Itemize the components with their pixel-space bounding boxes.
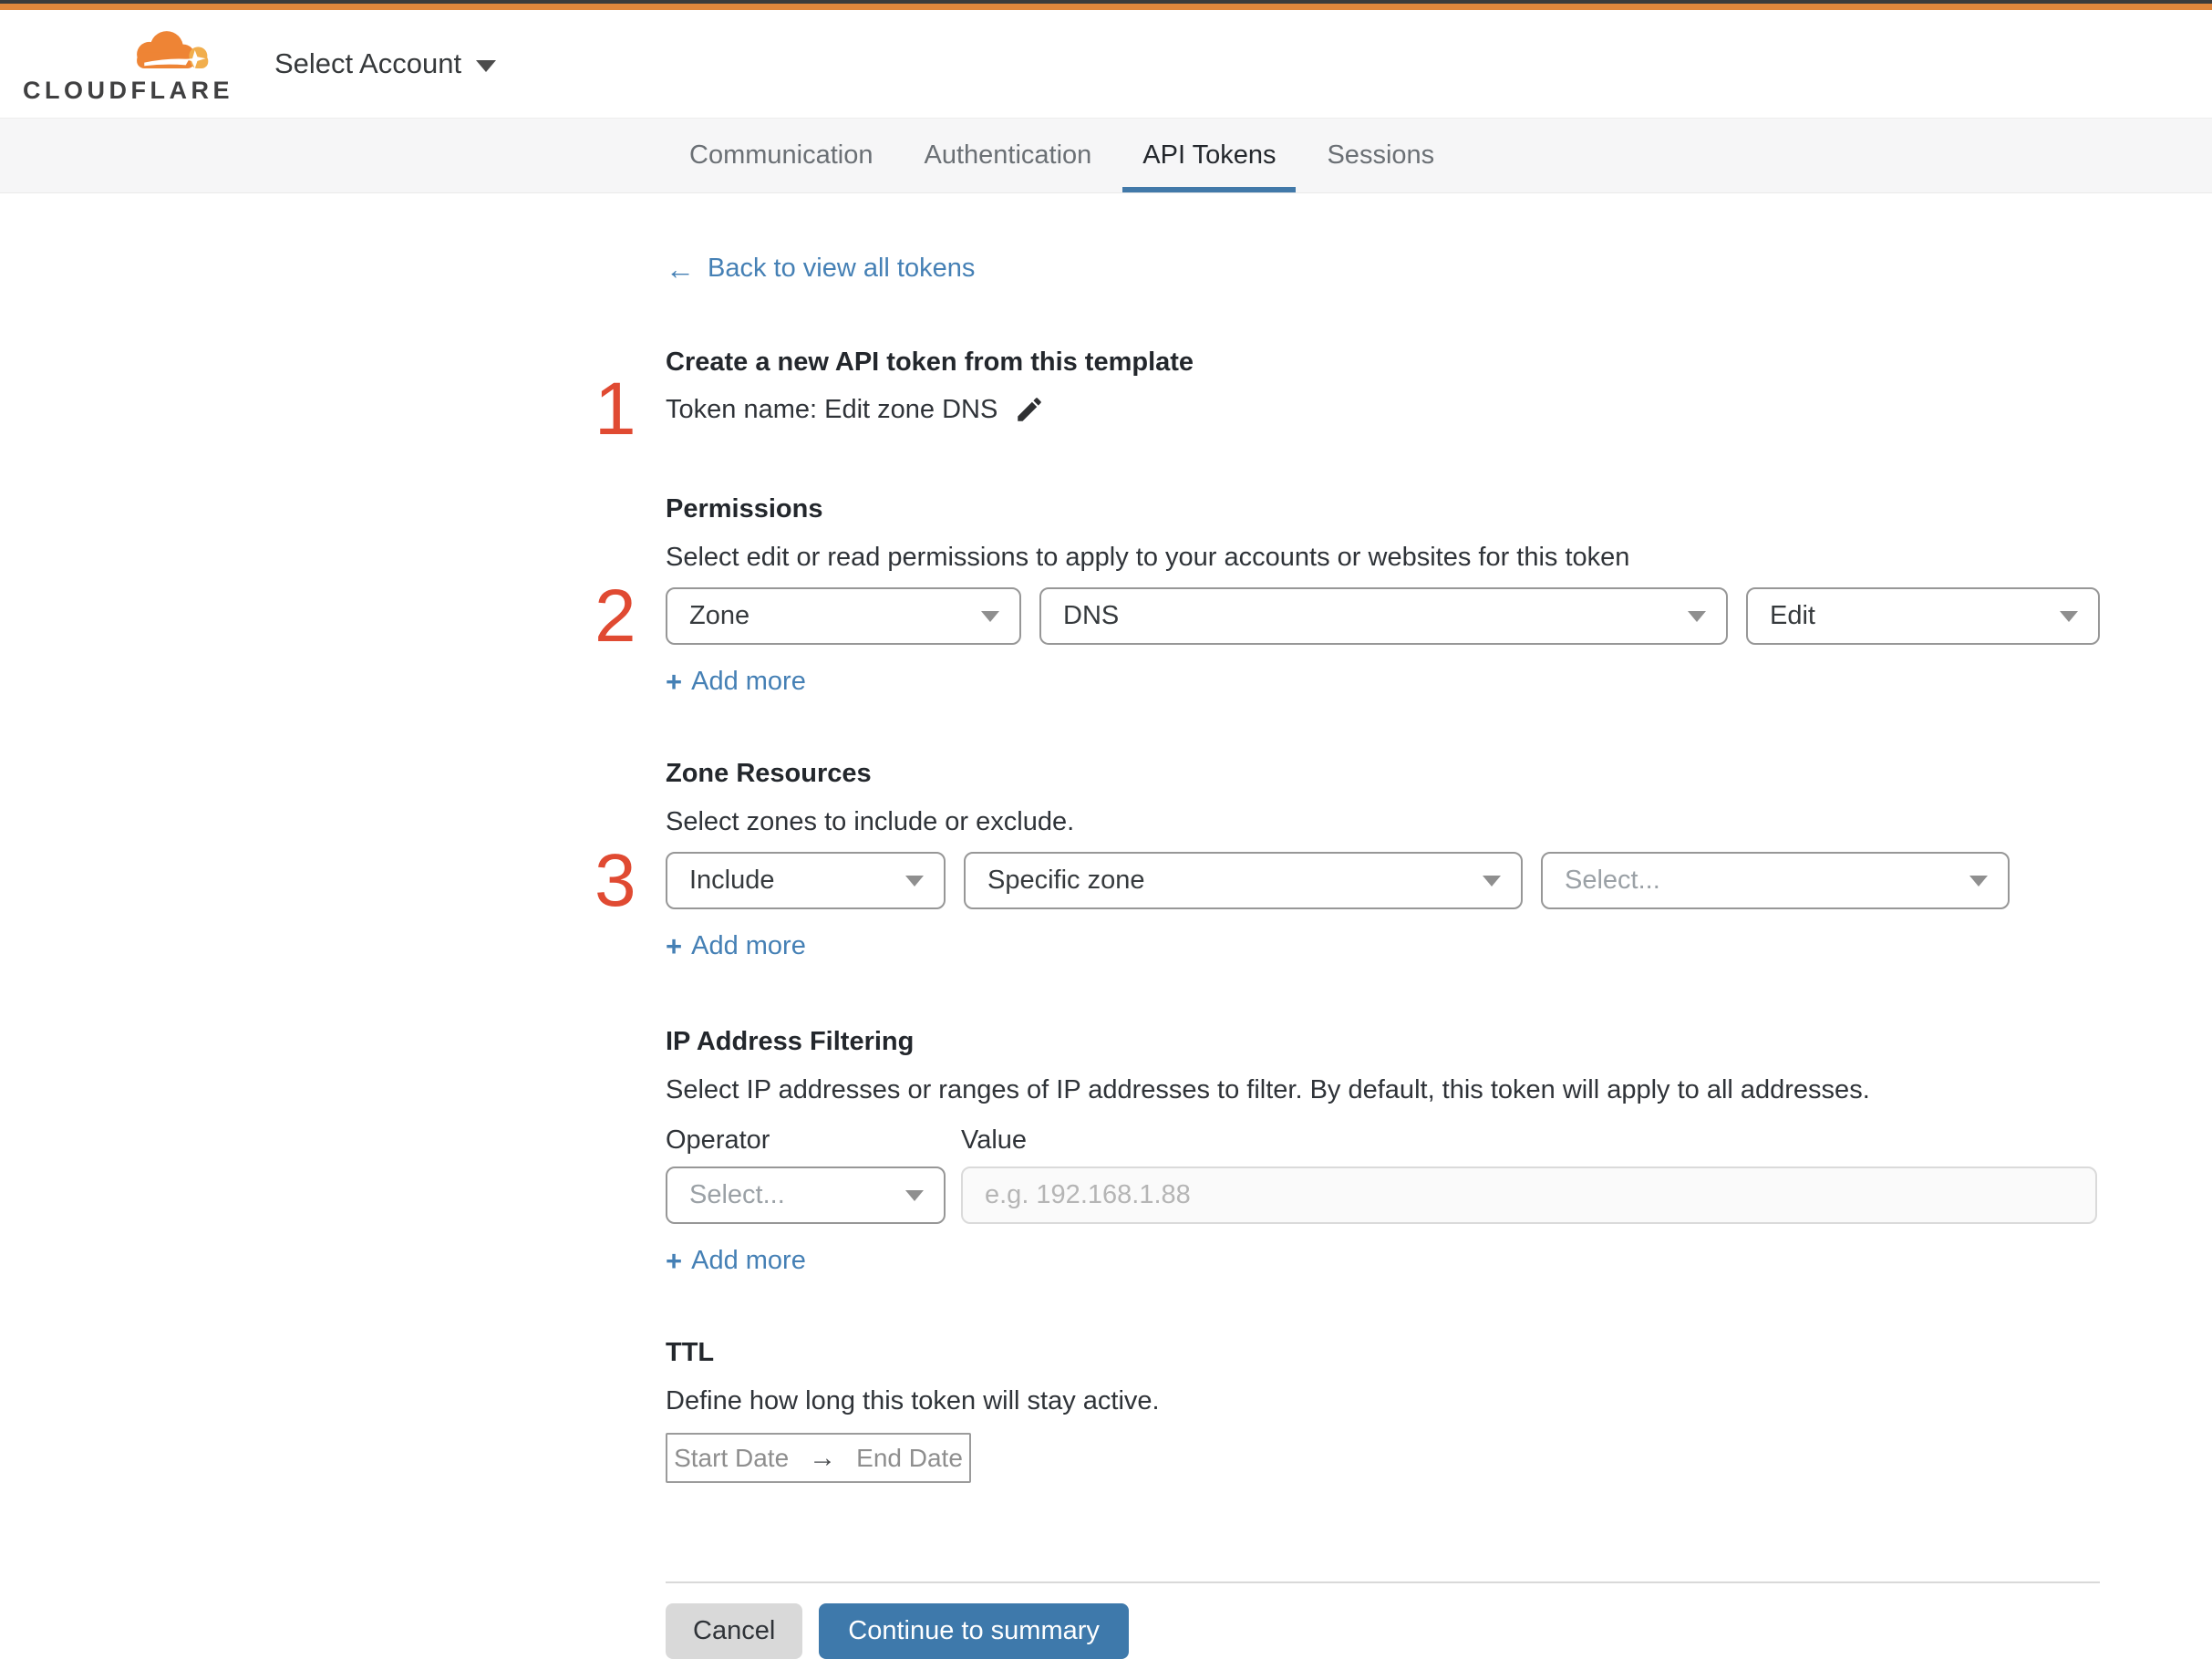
- token-name-row: [594, 368, 1045, 451]
- token-name-text: Token name: Edit zone DNS: [666, 394, 998, 424]
- ip-filtering-add-more-link[interactable]: + Add more: [666, 1245, 806, 1277]
- back-link-label: Back to view all tokens: [708, 254, 976, 283]
- ip-filtering-labels: [666, 1125, 2212, 1156]
- chevron-down-icon: [1969, 876, 1988, 887]
- zone-resources-heading: Zone Resources: [666, 759, 872, 788]
- account-selector[interactable]: [274, 47, 496, 80]
- tab-sessions[interactable]: Sessions: [1327, 140, 1435, 170]
- start-date-field[interactable]: Start Date: [674, 1443, 790, 1472]
- cloudflare-cloud-icon: [119, 25, 211, 76]
- edit-token-name-button[interactable]: [1014, 394, 1045, 425]
- ip-value-input[interactable]: [961, 1166, 2097, 1224]
- back-to-tokens-link[interactable]: [666, 193, 975, 284]
- end-date-field[interactable]: End Date: [856, 1443, 963, 1472]
- token-name-section: [594, 347, 2212, 451]
- permissions-section: [594, 494, 2212, 698]
- zone-mode-select[interactable]: Include: [666, 852, 946, 909]
- ttl-heading: TTL: [666, 1338, 715, 1367]
- ip-filtering-row: [666, 1166, 2212, 1224]
- plus-icon: +: [666, 1245, 683, 1277]
- ttl-description: Define how long this token will stay active.: [666, 1386, 1160, 1415]
- continue-to-summary-button[interactable]: Continue to summary: [819, 1603, 1129, 1659]
- chevron-down-icon: [2060, 611, 2078, 622]
- token-template-form: [0, 193, 2212, 1659]
- zone-resources-description: Select zones to include or exclude.: [666, 807, 1075, 836]
- cancel-button[interactable]: Cancel: [666, 1603, 802, 1659]
- cloudflare-logo[interactable]: [23, 21, 233, 107]
- cloudflare-wordmark: CLOUDFLARE: [23, 77, 233, 104]
- permissions-select-row: [594, 574, 2212, 658]
- zone-resources-add-more-link[interactable]: + Add more: [666, 930, 806, 962]
- account-selector-label: Select Account: [274, 47, 462, 79]
- chevron-down-icon: [905, 1190, 924, 1201]
- page-title: Create a new API token from this template: [666, 347, 1194, 377]
- chevron-down-icon: [981, 611, 999, 622]
- ttl-date-range-picker[interactable]: [666, 1433, 971, 1483]
- chevron-down-icon: [1483, 876, 1501, 887]
- value-label: Value: [961, 1125, 1028, 1155]
- app-header: [0, 10, 2212, 119]
- permissions-add-more-link[interactable]: + Add more: [666, 666, 806, 698]
- tab-api-tokens[interactable]: API Tokens: [1142, 119, 1276, 192]
- footer-actions: [666, 1603, 2212, 1659]
- operator-label: Operator: [666, 1125, 770, 1155]
- ip-filtering-heading: IP Address Filtering: [666, 1027, 915, 1056]
- permission-access-select[interactable]: Edit: [1746, 587, 2100, 645]
- profile-tab-bar: [0, 119, 2212, 193]
- ip-filtering-section: [666, 1027, 2212, 1276]
- zone-type-select[interactable]: Specific zone: [964, 852, 1523, 909]
- zone-resources-select-row: [594, 838, 2212, 922]
- plus-icon: +: [666, 666, 683, 698]
- plus-icon: +: [666, 930, 683, 962]
- permission-scope-select[interactable]: Zone: [666, 587, 1021, 645]
- ip-operator-select[interactable]: Select...: [666, 1166, 946, 1224]
- tab-authentication[interactable]: Authentication: [924, 140, 1092, 170]
- permissions-description: Select edit or read permissions to apply to your accounts or websites for this token: [666, 543, 1630, 572]
- zone-resources-section: [594, 759, 2212, 962]
- pencil-icon: [1014, 394, 1045, 425]
- ip-filtering-description: Select IP addresses or ranges of IP addresses to filter. By default, this token will apply to all addresses.: [666, 1075, 1870, 1104]
- brand-accent-bar: [0, 4, 2212, 10]
- chevron-down-icon: [905, 876, 924, 887]
- permissions-heading: Permissions: [666, 494, 823, 524]
- footer-divider: [666, 1581, 2100, 1583]
- step-1-marker: 1: [594, 368, 636, 451]
- permission-resource-select[interactable]: DNS: [1039, 587, 1728, 645]
- back-arrow-icon: ←: [666, 252, 695, 285]
- step-3-marker: 3: [594, 838, 636, 922]
- chevron-down-icon: [1688, 611, 1706, 622]
- step-2-marker: 2: [594, 574, 636, 658]
- chevron-down-icon: [476, 60, 496, 72]
- right-arrow-icon: →: [809, 1442, 837, 1473]
- zone-picker-select[interactable]: Select...: [1541, 852, 2010, 909]
- tab-communication[interactable]: Communication: [689, 140, 873, 170]
- ttl-section: [666, 1338, 2212, 1483]
